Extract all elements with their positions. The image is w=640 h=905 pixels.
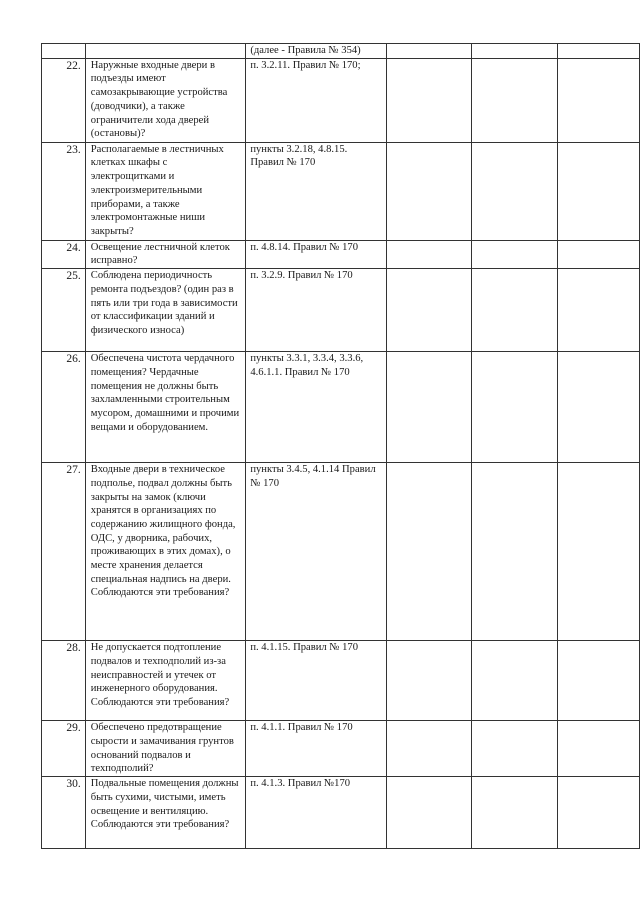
row-number-cell: 29. bbox=[42, 721, 86, 777]
question-cell: Входные двери в техническое подполье, подвал должны быть закрыты на замок (ключи хранятся в организациях по содержанию жилищного фонда, ОДС, у дворника, рабочих, проживающих в этих домах), о месте хранения делается специальная надпись на двери. Соблюдаются эти требования? bbox=[85, 463, 246, 641]
legal-reference-cell: пункты 3.2.18, 4.8.15. Правил № 170 bbox=[246, 142, 387, 240]
answer-no-cell[interactable] bbox=[471, 352, 557, 463]
answer-na-cell[interactable] bbox=[557, 269, 639, 352]
question-cell: Не допускается подтопление подвалов и техподполий из-за неисправностей и утечек от инженерного оборудования. Соблюдаются эти требования? bbox=[85, 641, 246, 721]
answer-no-cell bbox=[471, 44, 557, 59]
table-row bbox=[42, 641, 640, 721]
answer-na-cell[interactable] bbox=[557, 641, 639, 721]
legal-reference-cell: п. 3.2.11. Правил № 170; bbox=[246, 58, 387, 142]
question-cell: Обеспечено предотвращение сырости и замачивания грунтов оснований подвалов и техподполий? bbox=[85, 721, 246, 777]
table-row bbox=[42, 269, 640, 352]
question-cell: Подвальные помещения должны быть сухими, чистыми, иметь освещение и вентиляцию. Соблюдаются эти требования? bbox=[85, 777, 246, 849]
row-number-cell: 24. bbox=[42, 240, 86, 268]
legal-reference-cell: п. 4.1.3. Правил №170 bbox=[246, 777, 387, 849]
question-cell bbox=[85, 44, 246, 59]
legal-reference-cell: п. 3.2.9. Правил № 170 bbox=[246, 269, 387, 352]
answer-na-cell[interactable] bbox=[557, 352, 639, 463]
table-row bbox=[42, 721, 640, 777]
table-row bbox=[42, 142, 640, 240]
answer-na-cell[interactable] bbox=[557, 777, 639, 849]
row-number-cell: 23. bbox=[42, 142, 86, 240]
answer-na-cell[interactable] bbox=[557, 58, 639, 142]
answer-yes-cell[interactable] bbox=[387, 58, 471, 142]
legal-reference-cell: пункты 3.4.5, 4.1.14 Правил № 170 bbox=[246, 463, 387, 641]
answer-no-cell[interactable] bbox=[471, 463, 557, 641]
legal-reference-cell: п. 4.1.15. Правил № 170 bbox=[246, 641, 387, 721]
legal-reference-cell: пункты 3.3.1, 3.3.4, 3.3.6, 4.6.1.1. Правил № 170 bbox=[246, 352, 387, 463]
table-row bbox=[42, 240, 640, 268]
answer-yes-cell[interactable] bbox=[387, 777, 471, 849]
table-row bbox=[42, 777, 640, 849]
answer-yes-cell[interactable] bbox=[387, 463, 471, 641]
legal-reference-cell: п. 4.1.1. Правил № 170 bbox=[246, 721, 387, 777]
answer-yes-cell[interactable] bbox=[387, 352, 471, 463]
row-number-cell bbox=[42, 44, 86, 59]
table-row bbox=[42, 58, 640, 142]
answer-na-cell[interactable] bbox=[557, 721, 639, 777]
question-cell: Располагаемые в лестничных клетках шкафы с электрощитками и электроизмерительными приборами, а также электромонтажные ниши закрыты? bbox=[85, 142, 246, 240]
answer-no-cell[interactable] bbox=[471, 142, 557, 240]
row-number-cell: 28. bbox=[42, 641, 86, 721]
answer-yes-cell[interactable] bbox=[387, 269, 471, 352]
answer-yes-cell bbox=[387, 44, 471, 59]
answer-no-cell[interactable] bbox=[471, 641, 557, 721]
answer-na-cell[interactable] bbox=[557, 240, 639, 268]
legal-reference-cell: (далее - Правила № 354) bbox=[246, 44, 387, 59]
answer-no-cell[interactable] bbox=[471, 721, 557, 777]
answer-yes-cell[interactable] bbox=[387, 142, 471, 240]
row-number-cell: 30. bbox=[42, 777, 86, 849]
answer-yes-cell[interactable] bbox=[387, 641, 471, 721]
answer-no-cell[interactable] bbox=[471, 240, 557, 268]
answer-na-cell[interactable] bbox=[557, 463, 639, 641]
question-cell: Освещение лестничной клеток исправно? bbox=[85, 240, 246, 268]
answer-na-cell bbox=[557, 44, 639, 59]
answer-yes-cell[interactable] bbox=[387, 721, 471, 777]
question-cell: Обеспечена чистота чердачного помещения? Чердачные помещения не должны быть захламленными строительным мусором, домашними и прочими вещами и оборудованием. bbox=[85, 352, 246, 463]
legal-reference-cell: п. 4.8.14. Правил № 170 bbox=[246, 240, 387, 268]
table-row bbox=[42, 463, 640, 641]
question-cell: Наружные входные двери в подъезды имеют самозакрывающие устройства (доводчики), а также ограничители хода дверей (остановы)? bbox=[85, 58, 246, 142]
row-number-cell: 27. bbox=[42, 463, 86, 641]
table-row bbox=[42, 44, 640, 59]
answer-no-cell[interactable] bbox=[471, 777, 557, 849]
row-number-cell: 25. bbox=[42, 269, 86, 352]
row-number-cell: 26. bbox=[42, 352, 86, 463]
answer-no-cell[interactable] bbox=[471, 269, 557, 352]
table-row bbox=[42, 352, 640, 463]
row-number-cell: 22. bbox=[42, 58, 86, 142]
inspection-checklist-table bbox=[41, 43, 640, 849]
answer-yes-cell[interactable] bbox=[387, 240, 471, 268]
answer-no-cell[interactable] bbox=[471, 58, 557, 142]
answer-na-cell[interactable] bbox=[557, 142, 639, 240]
question-cell: Соблюдена периодичность ремонта подъездов? (один раз в пять или три года в зависимости от классификации зданий и физического износа) bbox=[85, 269, 246, 352]
